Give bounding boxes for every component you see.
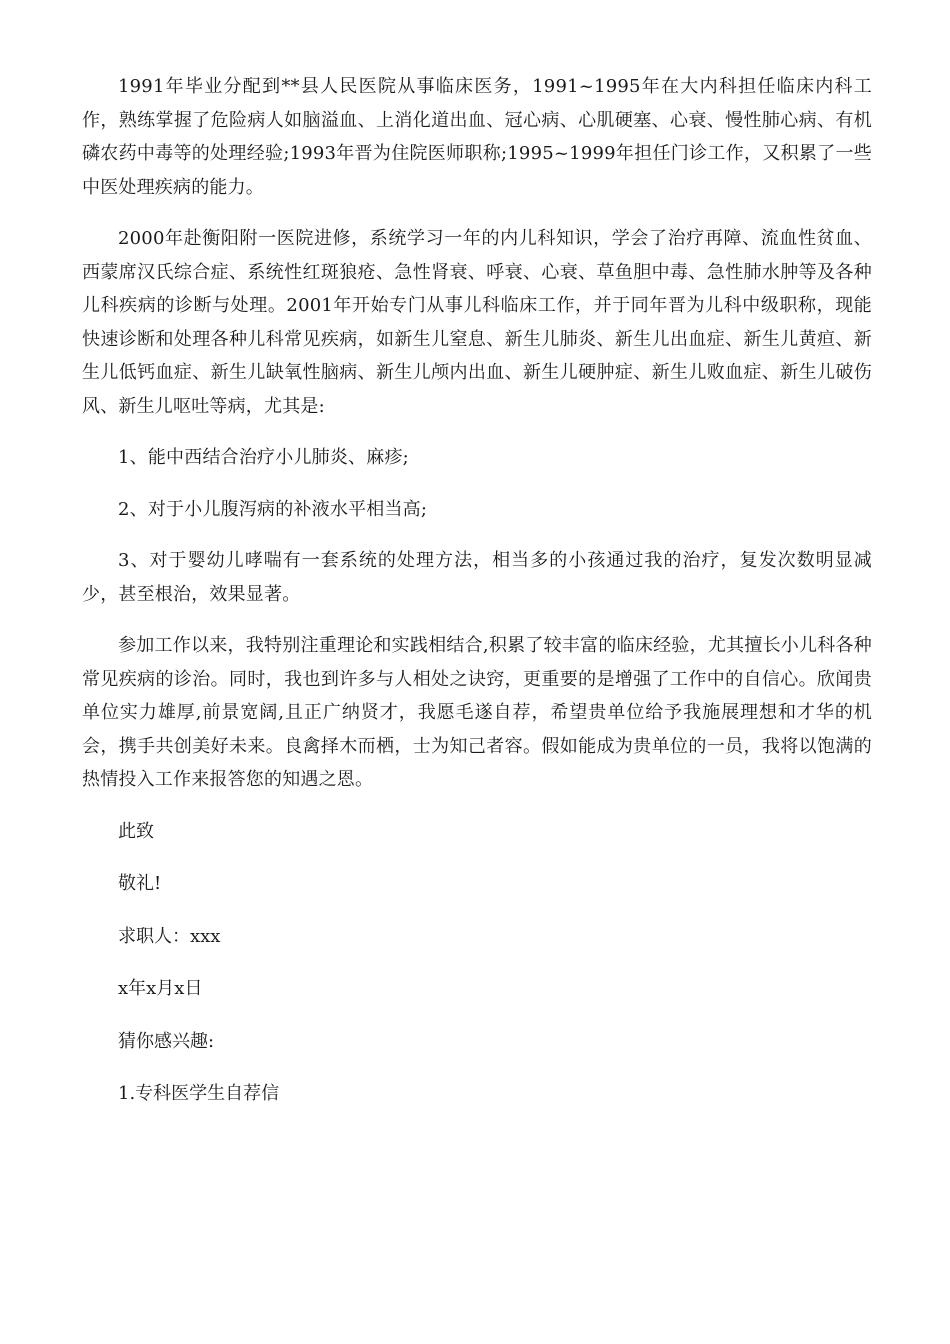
paragraph-training: 2000年赴衡阳附一医院进修，系统学习一年的内儿科知识，学会了治疗再障、流血性贫血、西蒙席汉氏综合症、系统性红斑狼疮、急性肾衰、呼衰、心衰、草鱼胆中毒、急性肺水肿等及各种儿科疾病的诊断与处理。2001年开始专门从事儿科临床工作，并于同年晋为儿科中级职称，现能快速诊断和处理各种儿科常见疾病，如新生儿窒息、新生儿肺炎、新生儿出血症、新生儿黄疸、新生儿低钙血症、新生儿缺氧性脑病、新生儿颅内出血、新生儿硬肿症、新生儿败血症、新生儿破伤风、新生儿呕吐等病，尤其是:	[82, 228, 872, 417]
list-item: 2、对于小儿腹泻病的补液水平相当高;	[118, 498, 428, 520]
closing-regards: 敬礼!	[118, 873, 162, 894]
paragraph-self-recommendation: 参加工作以来，我特别注重理论和实践相结合,积累了较丰富的临床经验，尤其擅长小儿科各种常见疾病的诊治。同时，我也到许多与人相处之诀窍，更重要的是增强了工作中的自信心。欣闻贵单位实力雄厚,前景宽阔,且正广纳贤才，我愿毛遂自荐，希望贵单位给予我施展理想和才华的机会，携手共创美好未来。良禽择木而栖，士为知己者容。假如能成为贵单位的一员，我将以饱满的热情投入工作来报答您的知遇之恩。	[82, 635, 872, 790]
letter-body	[82, 70, 872, 1130]
applicant-signature: 求职人：xxx	[118, 925, 221, 947]
letter-date: x年x月x日	[118, 978, 203, 999]
related-link[interactable]: 1.专科医学生自荐信	[118, 1083, 280, 1104]
list-item: 1、能中西结合治疗小儿肺炎、麻疹;	[118, 447, 409, 468]
list-item: 3、对于婴幼儿哮喘有一套系统的处理方法，相当多的小孩通过我的治疗，复发次数明显减少，甚至根治，效果显著。	[82, 550, 872, 605]
paragraph-career-early: 1991年毕业分配到**县人民医院从事临床医务，1991~1995年在大内科担任临床内科工作，熟练掌握了危险病人如脑溢血、上消化道出血、冠心病、心肌硬塞、心衰、慢性肺心病、有机磷农药中毒等的处理经验;1993年晋为住院医师职称;1995~1999年担任门诊工作，又积累了一些中医处理疾病的能力。	[82, 76, 872, 198]
closing-salutation: 此致	[118, 820, 154, 842]
related-heading: 猜你感兴趣:	[118, 1030, 215, 1052]
related-item[interactable]	[82, 1077, 872, 1111]
